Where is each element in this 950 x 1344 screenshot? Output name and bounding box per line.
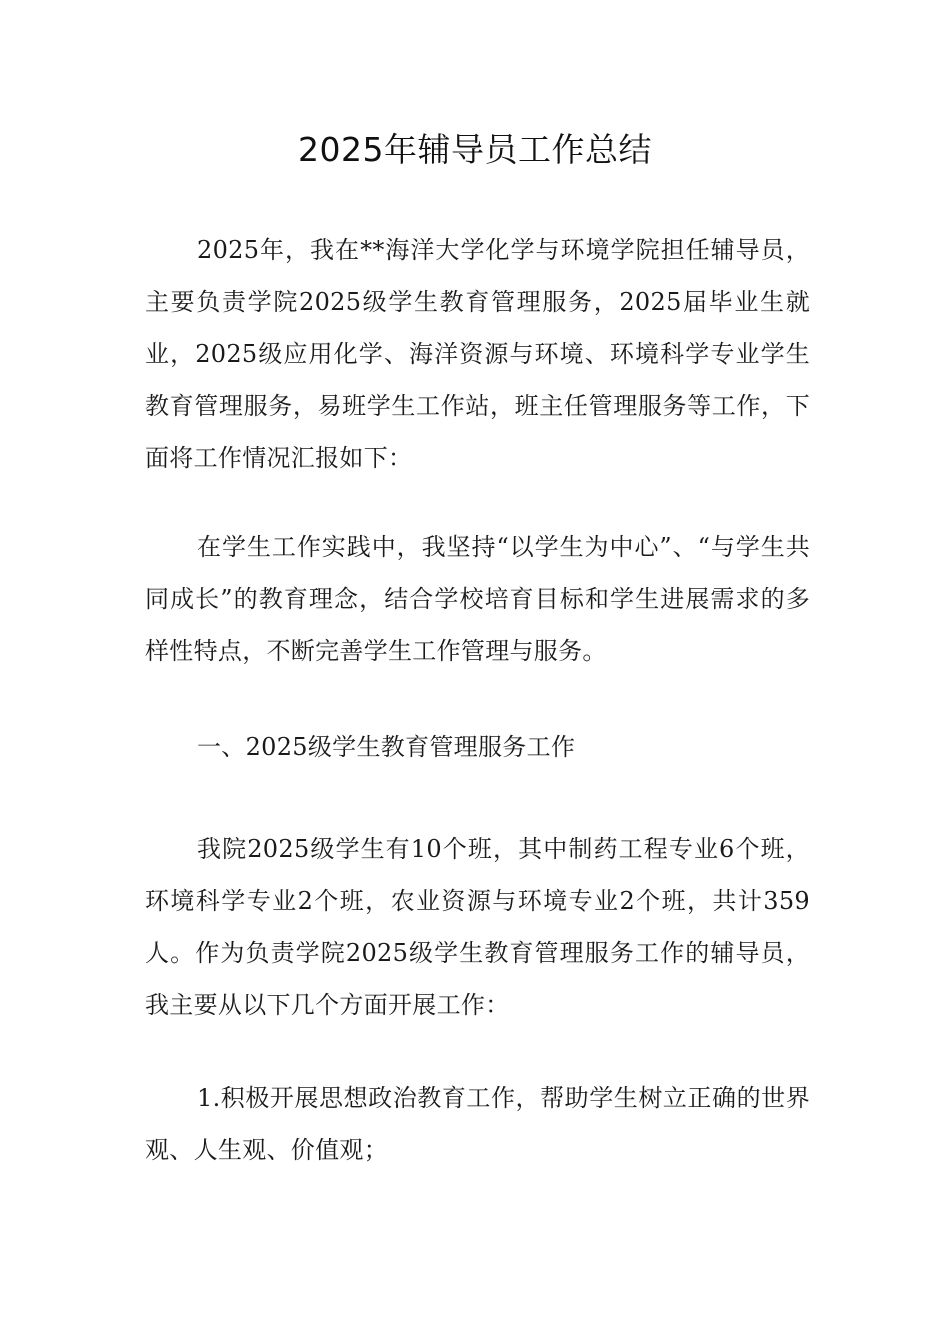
philosophy-paragraph: 在学生工作实践中，我坚持“以学生为中心”、“与学生共同成长”的教育理念，结合学校培育目标和学生进展需求的多样性特点，不断完善学生工作管理与服务。: [145, 533, 810, 665]
section-heading-1: 一、2025级学生教育管理服务工作: [197, 733, 576, 761]
class-overview-paragraph: 我院2025级学生有10个班，其中制药工程专业6个班，环境科学专业2个班，农业资源与环境专业2个班，共计359人。作为负责学院2025级学生教育管理服务工作的辅导员，我主要从以下几个方面开展工作：: [145, 835, 810, 1019]
list-item-1: 1.积极开展思想政治教育工作，帮助学生树立正确的世界观、人生观、价值观；: [145, 1084, 810, 1164]
intro-paragraph: 2025年，我在**海洋大学化学与环境学院担任辅导员，主要负责学院2025级学生教育管理服务，2025届毕业生就业，2025级应用化学、海洋资源与环境、环境科学专业学生教育管理服务，易班学生工作站，班主任管理服务等工作，下面将工作情况汇报如下：: [145, 236, 810, 472]
document-title: 2025年辅导员工作总结: [298, 130, 652, 169]
